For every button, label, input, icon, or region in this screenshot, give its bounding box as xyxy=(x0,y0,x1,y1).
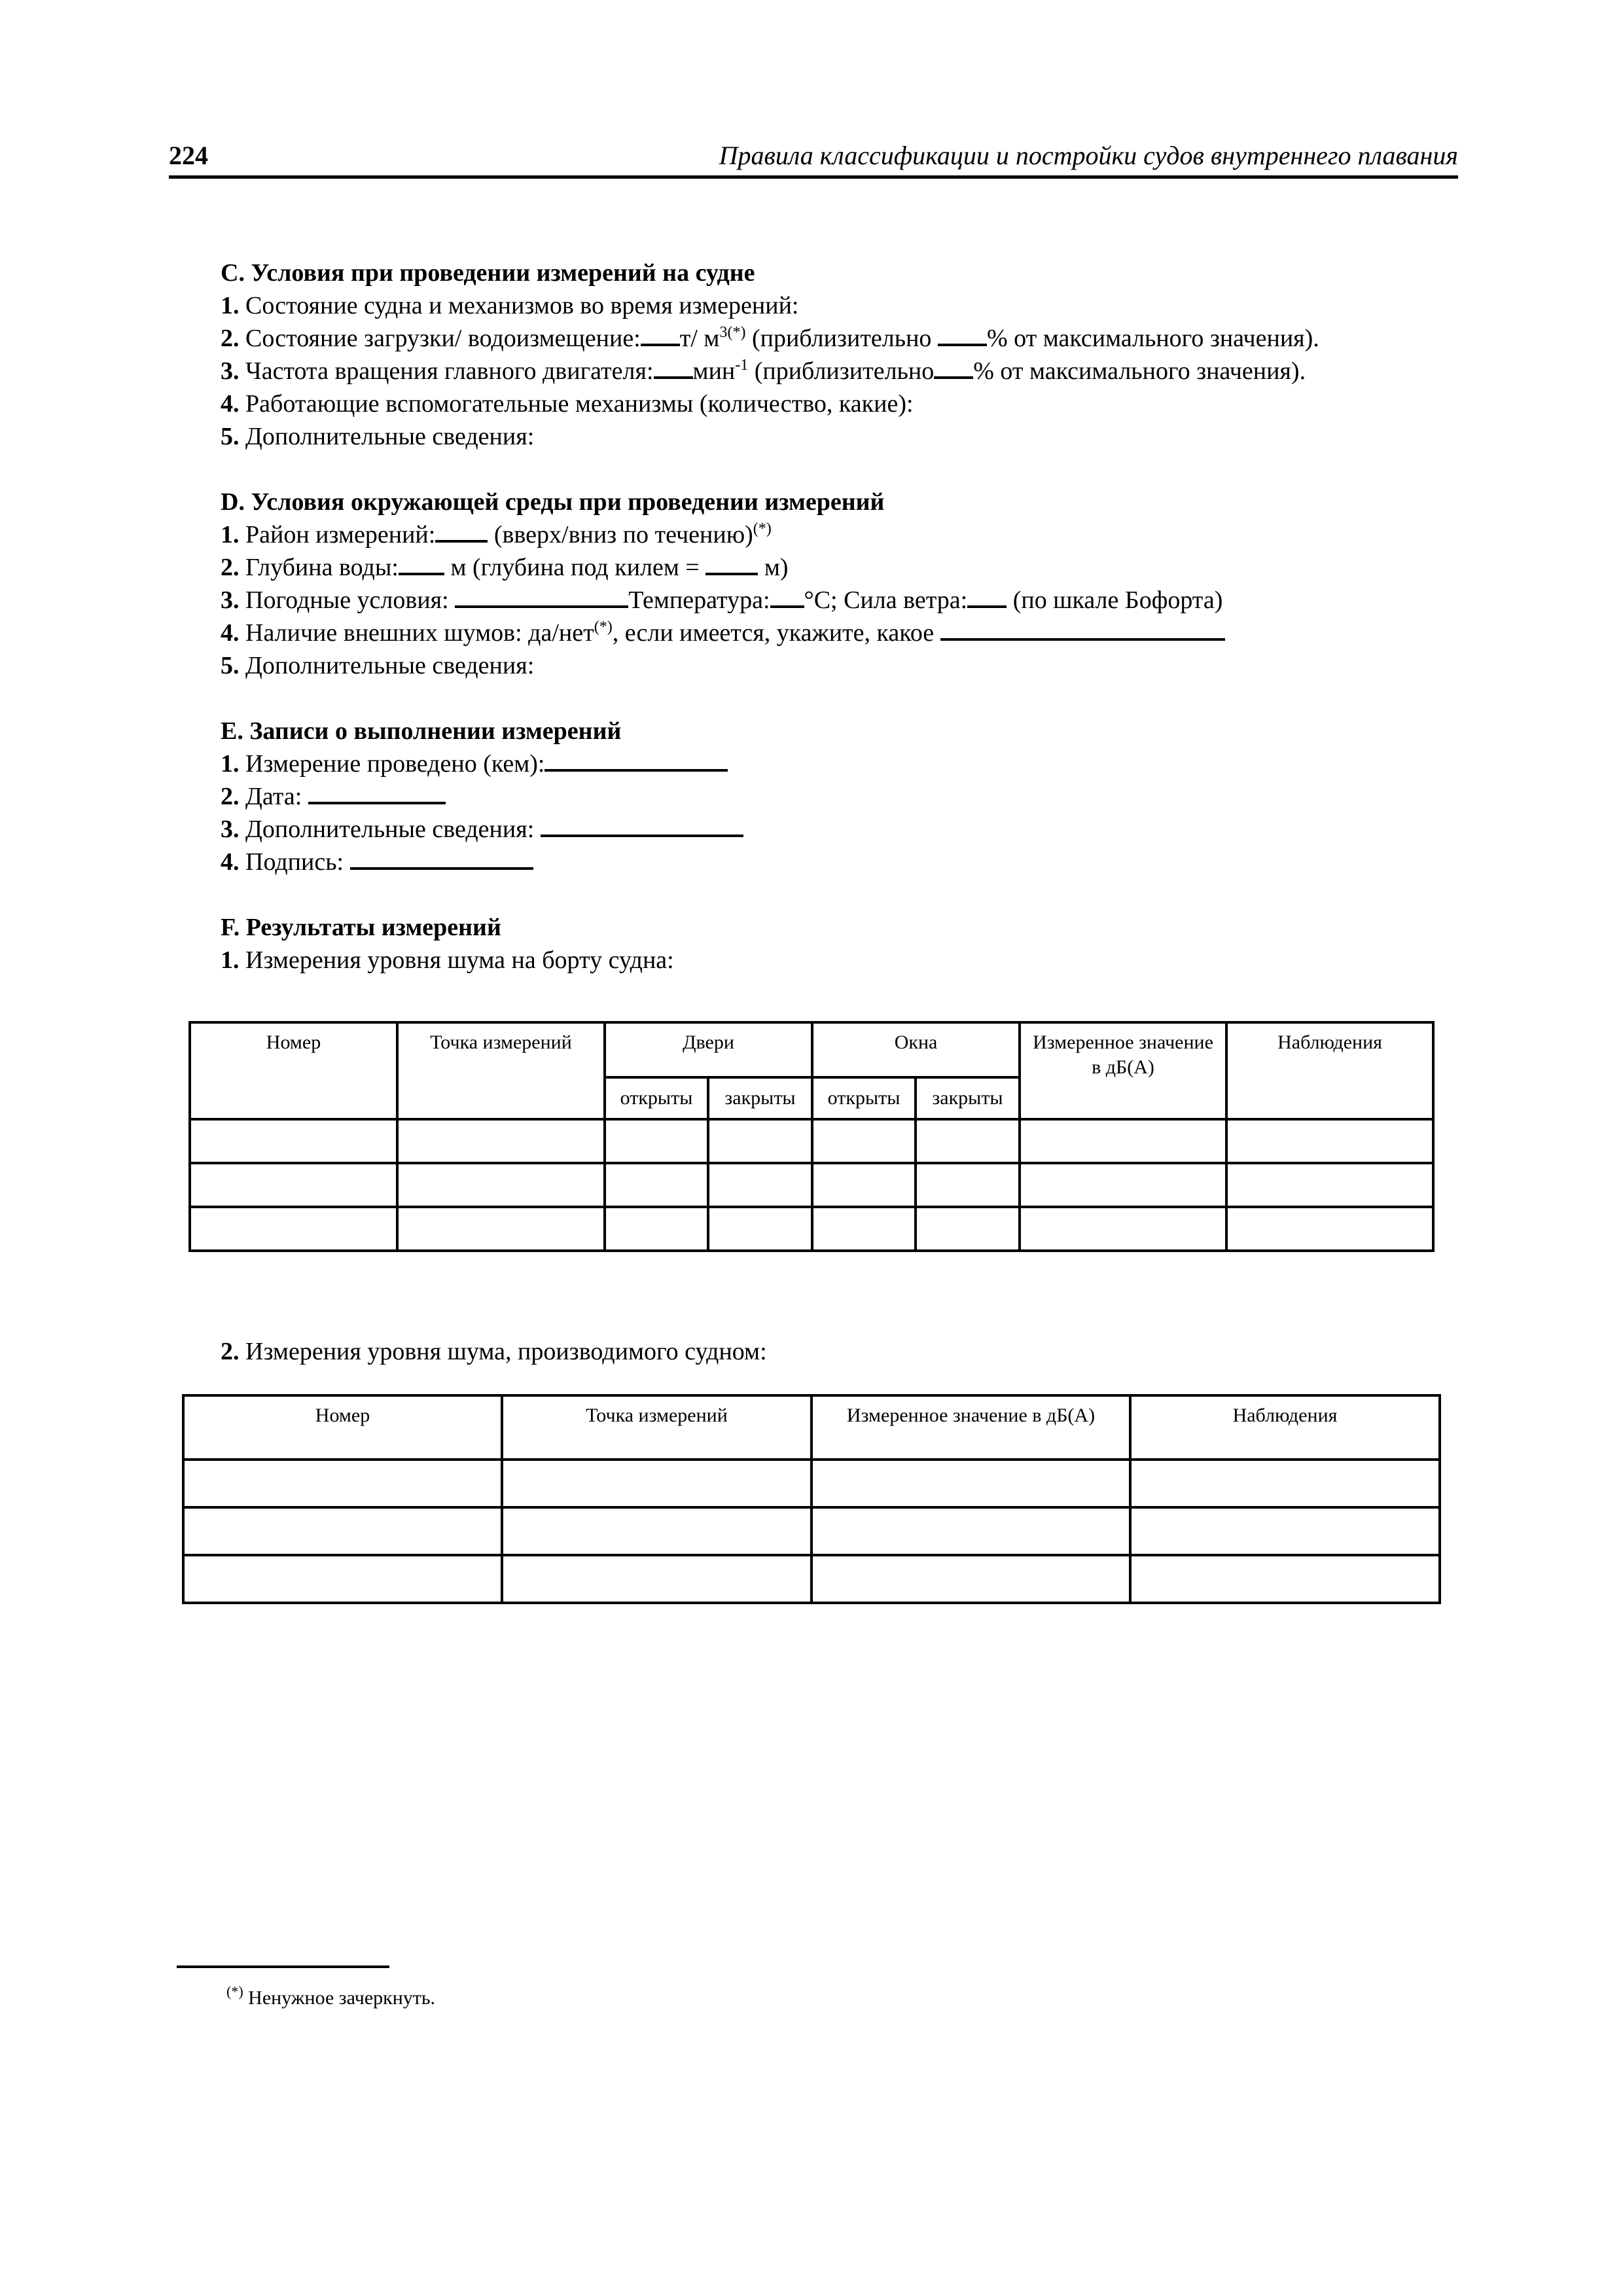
col-point-header: Точка измерений xyxy=(397,1022,605,1119)
unit-superscript: 3 xyxy=(719,324,728,341)
section-e-item-2 xyxy=(221,780,1457,813)
table-cell[interactable] xyxy=(502,1507,812,1555)
section-d-item-2 xyxy=(221,551,1457,584)
item-text-end: м) xyxy=(758,554,789,581)
wind-blank[interactable] xyxy=(967,584,1007,608)
table-cell[interactable] xyxy=(812,1460,1130,1507)
measured-by-blank[interactable] xyxy=(544,748,728,772)
table-cell[interactable] xyxy=(708,1119,812,1163)
col-number-header: Номер xyxy=(190,1022,397,1119)
table-row xyxy=(190,1163,1433,1207)
table-cell[interactable] xyxy=(708,1207,812,1251)
table-cell[interactable] xyxy=(1130,1507,1440,1555)
col-value-header xyxy=(1020,1022,1226,1119)
table-cell[interactable] xyxy=(190,1163,397,1207)
item-number: 4. xyxy=(221,619,240,647)
item-number: 3. xyxy=(221,816,240,843)
ship-noise-table xyxy=(182,1394,1441,1604)
item-number: 5. xyxy=(221,423,240,450)
wind-label: °C; Сила ветра: xyxy=(804,586,968,614)
area-blank[interactable] xyxy=(435,519,488,543)
table-cell[interactable] xyxy=(1226,1163,1433,1207)
table-cell[interactable] xyxy=(1226,1119,1433,1163)
table-row xyxy=(190,1207,1433,1251)
section-e-item-3 xyxy=(221,813,1457,846)
item-text: Частота вращения главного двигателя: xyxy=(245,357,654,385)
col-value-header: Измеренное значение в дБ(А) xyxy=(812,1395,1130,1460)
item-number: 1. xyxy=(221,946,240,974)
table-cell[interactable] xyxy=(812,1207,916,1251)
section-e-item-1 xyxy=(221,747,1457,780)
unit-text: мин xyxy=(692,357,736,385)
table-cell[interactable] xyxy=(1020,1119,1226,1163)
item-text-cont: (приблизительно xyxy=(748,357,935,385)
item-text: Состояние загрузки/ водоизмещение: xyxy=(245,325,641,352)
item-number: 1. xyxy=(221,750,240,778)
col-point-header: Точка измерений xyxy=(502,1395,812,1460)
footnote-mark: (*) xyxy=(594,619,613,636)
item-number: 2. xyxy=(221,554,240,581)
footnote-mark: (*) xyxy=(226,1983,243,2000)
table-cell[interactable] xyxy=(916,1119,1020,1163)
table-cell[interactable] xyxy=(708,1163,812,1207)
header-rule xyxy=(169,175,1458,179)
item-text: Погодные условия: xyxy=(245,586,455,614)
table-cell[interactable] xyxy=(397,1207,605,1251)
table-cell[interactable] xyxy=(916,1207,1020,1251)
section-d-item-4 xyxy=(221,617,1457,649)
footnote-rule xyxy=(177,1965,389,1968)
item-text-end: % от максимального значения). xyxy=(973,357,1306,385)
section-f-continued xyxy=(221,1335,1457,1368)
section-d-title: D. Условия окружающей среды при проведении измерений xyxy=(221,488,885,516)
table-cell[interactable] xyxy=(397,1163,605,1207)
table-cell[interactable] xyxy=(183,1555,502,1603)
section-f-item-1 xyxy=(221,944,1457,977)
item-text: Глубина воды: xyxy=(245,554,399,581)
item-text-end: % от максимального значения). xyxy=(986,325,1319,352)
item-number: 2. xyxy=(221,1338,240,1365)
signature-blank[interactable] xyxy=(350,846,533,870)
item-text-end: (по шкале Бофорта) xyxy=(1007,586,1223,614)
percent-blank[interactable] xyxy=(938,323,987,346)
doors-closed-header: закрыты xyxy=(708,1077,812,1119)
table-cell[interactable] xyxy=(812,1163,916,1207)
table-cell[interactable] xyxy=(605,1119,708,1163)
item-text: Состояние судна и механизмов во время измерений: xyxy=(245,292,799,319)
section-d-item-1 xyxy=(221,518,1457,551)
footnote-mark: (*) xyxy=(753,520,772,537)
table-cell[interactable] xyxy=(812,1555,1130,1603)
table-header-row xyxy=(190,1022,1433,1077)
rpm-blank[interactable] xyxy=(654,355,693,379)
table-row xyxy=(183,1555,1440,1603)
footnote-mark: (*) xyxy=(727,324,746,341)
section-c xyxy=(221,257,1457,453)
section-c-item-5 xyxy=(221,420,1457,453)
item-text: Дополнительные сведения: xyxy=(245,816,541,843)
section-d-item-5 xyxy=(221,649,1457,682)
item-text: Дата: xyxy=(245,783,308,810)
item-text: Измерение проведено (кем): xyxy=(245,750,545,778)
item-number: 1. xyxy=(221,521,240,548)
section-d-item-3 xyxy=(221,584,1457,617)
percent-blank[interactable] xyxy=(934,355,973,379)
table-header-row xyxy=(183,1395,1440,1460)
keel-depth-blank[interactable] xyxy=(705,552,758,575)
section-d xyxy=(221,486,1457,682)
section-e-title: E. Записи о выполнении измерений xyxy=(221,717,622,745)
temperature-blank[interactable] xyxy=(770,584,804,608)
table-cell[interactable] xyxy=(502,1460,812,1507)
item-text: Работающие вспомогательные механизмы (количество, какие): xyxy=(245,390,914,418)
windows-open-header: открыты xyxy=(812,1077,916,1119)
running-title: Правила классификации и постройки судов внутреннего плавания xyxy=(719,141,1458,170)
item-text: Район измерений: xyxy=(245,521,436,548)
item-text: Подпись: xyxy=(245,848,350,876)
section-e-item-4 xyxy=(221,846,1457,878)
table-cell[interactable] xyxy=(812,1507,1130,1555)
item-number: 2. xyxy=(221,325,240,352)
table-row xyxy=(183,1460,1440,1507)
item-text: Наличие внешних шумов: да/нет xyxy=(245,619,594,647)
footnote xyxy=(226,1985,435,2011)
table-cell[interactable] xyxy=(183,1507,502,1555)
temperature-label: Температура: xyxy=(628,586,770,614)
depth-blank[interactable] xyxy=(399,552,444,575)
item-text: Измерения уровня шума на борту судна: xyxy=(245,946,674,974)
section-f xyxy=(221,911,1457,977)
table-cell[interactable] xyxy=(1130,1555,1440,1603)
table-cell[interactable] xyxy=(812,1119,916,1163)
table-cell[interactable] xyxy=(605,1207,708,1251)
item-number: 3. xyxy=(221,586,240,614)
table-cell[interactable] xyxy=(183,1460,502,1507)
item-text: Дополнительные сведения: xyxy=(245,652,535,679)
unit-text: т/ м xyxy=(679,325,720,352)
col-observations-header: Наблюдения xyxy=(1130,1395,1440,1460)
item-text-cont: (приблизительно xyxy=(745,325,938,352)
item-text-cont: , если имеется, укажите, какое xyxy=(612,619,940,647)
table-cell[interactable] xyxy=(190,1207,397,1251)
item-number: 4. xyxy=(221,390,240,418)
col-windows-header: Окна xyxy=(812,1022,1020,1077)
item-text: Дополнительные сведения: xyxy=(245,423,535,450)
col-value-line-1: Измеренное значение xyxy=(1033,1031,1213,1053)
item-number: 4. xyxy=(221,848,240,876)
col-number-header: Номер xyxy=(183,1395,502,1460)
table-cell[interactable] xyxy=(190,1119,397,1163)
item-number: 1. xyxy=(221,292,240,319)
noise-source-blank[interactable] xyxy=(940,617,1225,641)
additional-info-blank[interactable] xyxy=(541,814,743,837)
col-value-line-2: в дБ(А) xyxy=(1092,1056,1154,1078)
section-f-item-2 xyxy=(221,1335,1457,1368)
table-cell[interactable] xyxy=(605,1163,708,1207)
unit-superscript: -1 xyxy=(735,357,749,374)
table-row xyxy=(190,1119,1433,1163)
windows-closed-header: закрыты xyxy=(916,1077,1020,1119)
table-row xyxy=(183,1507,1440,1555)
item-number: 2. xyxy=(221,783,240,810)
table-cell[interactable] xyxy=(1020,1163,1226,1207)
item-text-cont: (вверх/вниз по течению) xyxy=(488,521,753,548)
table-cell[interactable] xyxy=(1020,1207,1226,1251)
section-f-title: F. Результаты измерений xyxy=(221,914,501,941)
document-body xyxy=(221,257,1457,1009)
item-number: 3. xyxy=(221,357,240,385)
section-c-item-3 xyxy=(221,355,1457,387)
table-cell[interactable] xyxy=(1130,1460,1440,1507)
section-c-title: C. Условия при проведении измерений на судне xyxy=(221,259,755,287)
item-text-cont: м (глубина под килем = xyxy=(444,554,706,581)
date-blank[interactable] xyxy=(308,781,446,804)
table-cell[interactable] xyxy=(397,1119,605,1163)
item-text: Измерения уровня шума, производимого судном: xyxy=(245,1338,767,1365)
col-observations-header: Наблюдения xyxy=(1226,1022,1433,1119)
weather-blank[interactable] xyxy=(455,584,628,608)
item-number: 5. xyxy=(221,652,240,679)
page-number: 224 xyxy=(169,141,208,170)
table-cell[interactable] xyxy=(916,1163,1020,1207)
col-doors-header: Двери xyxy=(605,1022,812,1077)
section-e xyxy=(221,715,1457,878)
load-blank[interactable] xyxy=(641,323,680,346)
footnote-text: Ненужное зачеркнуть. xyxy=(243,1987,436,2009)
section-c-item-4 xyxy=(221,387,1457,420)
doors-open-header: открыты xyxy=(605,1077,708,1119)
onboard-noise-table xyxy=(188,1021,1435,1252)
section-c-item-2 xyxy=(221,322,1457,355)
table-cell[interactable] xyxy=(1226,1207,1433,1251)
section-c-item-1 xyxy=(221,289,1457,322)
table-cell[interactable] xyxy=(502,1555,812,1603)
